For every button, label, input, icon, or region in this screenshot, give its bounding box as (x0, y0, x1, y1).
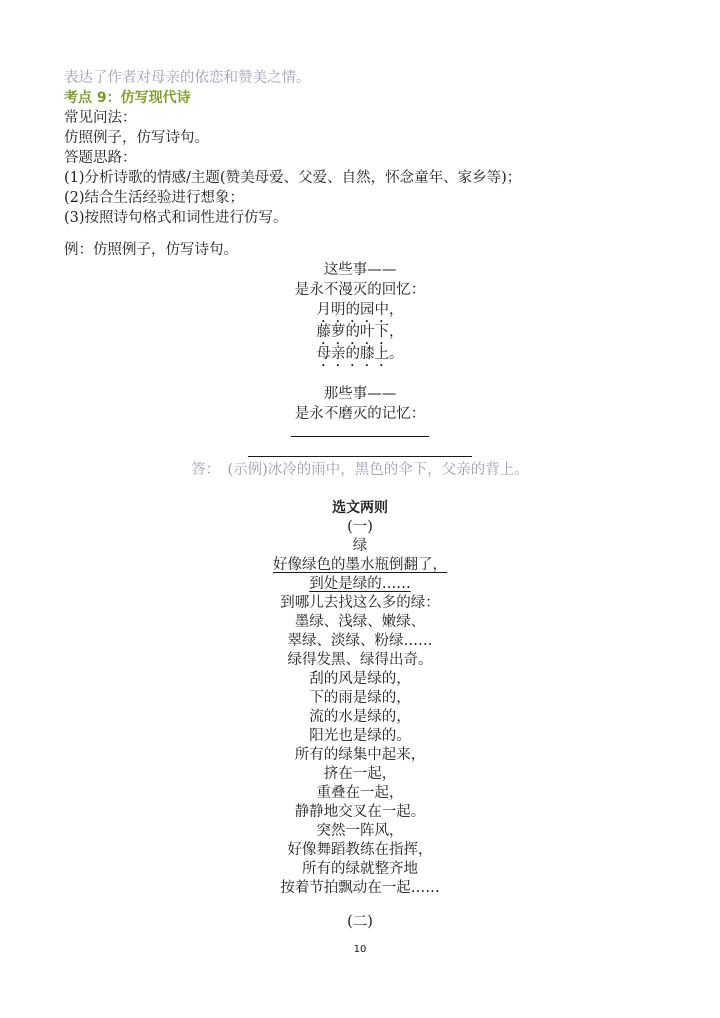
section-title: 考点 9：仿写现代诗 (64, 90, 191, 106)
answer-blank-2 (248, 456, 472, 457)
poem-line-7: 刮的风是绿的， (309, 671, 411, 687)
poem-line-2: 到处是绿的…… (309, 576, 411, 592)
poem-line-13: 重叠在一起， (316, 785, 404, 801)
common-question-label: 常见问法： (64, 110, 137, 126)
poem-line-9: 流的水是绿的， (309, 709, 411, 725)
poem-line-17: 所有的绿就整齐地 (302, 861, 418, 877)
poem-b-line-2: 是永不磨灭的记忆： (294, 406, 426, 422)
poem-line-10: 阳光也是绿的。 (309, 728, 411, 744)
poem-line-14: 静静地交叉在一起。 (294, 804, 426, 820)
page-number: 10 (353, 944, 367, 955)
approach-step-1: (1)分析诗歌的情感/主题(赞美母爱、父爱、自然，怀念童年、家乡等)； (64, 170, 522, 186)
poem-line-5: 翠绿、淡绿、粉绿…… (287, 633, 433, 649)
answer-blank-1 (291, 436, 429, 437)
poem-b-line-1: 那些事—— (323, 386, 397, 402)
poem-line-15: 突然一阵风， (316, 823, 404, 839)
poem-title: 绿 (352, 538, 368, 554)
part-1-label: (一) (347, 519, 373, 535)
poem-line-18: 按着节拍飘动在一起…… (280, 880, 440, 896)
approach-label: 答题思路： (64, 150, 137, 166)
example-label: 例：仿照例子，仿写诗句。 (64, 242, 238, 258)
reading-title: 选文两则 (332, 500, 388, 516)
poem-line-16: 好像舞蹈教练在指挥， (287, 842, 433, 858)
approach-step-3: (3)按照诗句格式和词性进行仿写。 (64, 210, 288, 226)
part-2-label: (二) (347, 914, 373, 930)
approach-step-2: (2)结合生活经验进行想象； (64, 190, 245, 206)
common-question: 仿照例子，仿写诗句。 (64, 130, 209, 146)
poem-line-12: 挤在一起， (323, 766, 397, 782)
intro-line: 表达了作者对母亲的依恋和赞美之情。 (64, 70, 311, 86)
poem-a-line-2: 是永不漫灭的回忆： (294, 282, 426, 298)
poem-a-line-5: 母亲的膝上。 (316, 346, 404, 362)
poem-line-6: 绿得发黑、绿得出奇。 (287, 652, 433, 668)
poem-a-line-3: 月明的园中， (316, 302, 404, 318)
poem-line-4: 墨绿、浅绿、嫩绿、 (294, 614, 426, 630)
poem-line-1: 好像绿色的墨水瓶倒翻了， (273, 557, 447, 573)
poem-line-11: 所有的绿集中起来， (294, 747, 426, 763)
poem-line-8: 下的雨是绿的， (309, 690, 411, 706)
poem-a-line-1: 这些事—— (323, 262, 397, 278)
poem-line-3: 到哪儿去找这么多的绿： (280, 595, 440, 611)
poem-a-line-4: 藤萝的叶下， (316, 324, 404, 340)
example-answer: 答： (示例)冰冷的雨中，黑色的伞下，父亲的背上。 (191, 462, 529, 478)
